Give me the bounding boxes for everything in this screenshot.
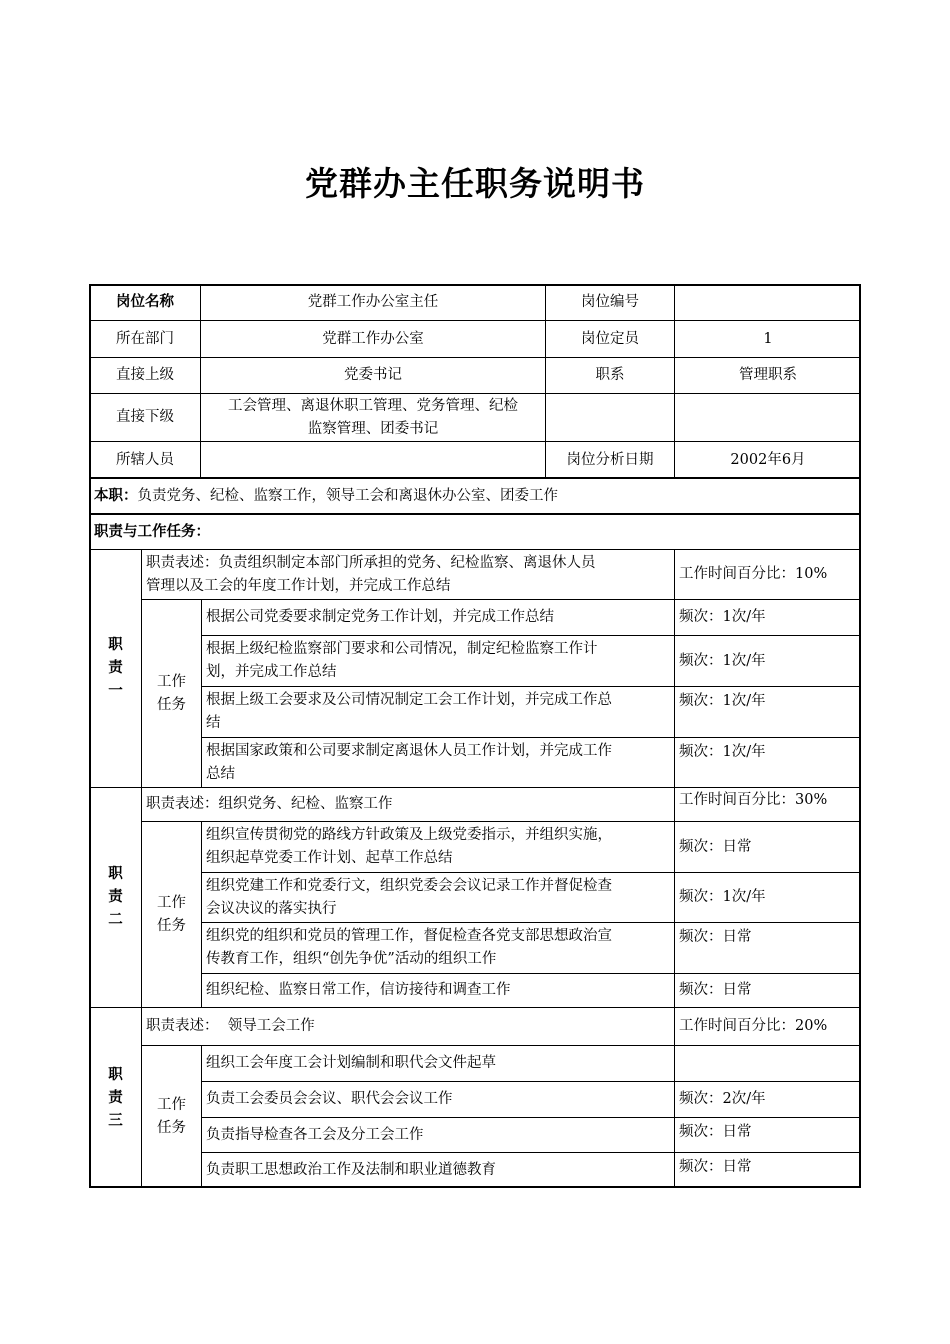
description-line: 职责表述：负责组织制定本部门所承担的党务、纪检监察、离退休人员	[146, 554, 596, 571]
duty-title-char: 责	[108, 660, 123, 676]
duty-3-description: 职责表述： 领导工会工作	[141, 1007, 674, 1045]
task-text: 划，并完成工作总结	[206, 664, 337, 680]
duty-title-char: 责	[108, 889, 123, 905]
duty-2-time-share: 工作时间百分比：30%	[674, 787, 861, 821]
task-text: 结	[206, 715, 221, 731]
task-label-line: 工作	[157, 1097, 186, 1113]
main-duty-label: 本职：	[94, 488, 138, 504]
task-text: 组织起草党委工作计划、起草工作总结	[206, 850, 453, 866]
task-label-line: 任务	[157, 696, 186, 713]
duty-3-time-share: 工作时间百分比：20%	[674, 1007, 861, 1045]
duty-title-char: 三	[108, 1112, 123, 1129]
task-frequency: 频次：1次/年	[674, 686, 861, 737]
analysis-date-label: 岗位分析日期	[545, 441, 674, 478]
task-row	[201, 872, 674, 922]
task-row	[201, 635, 674, 686]
job-family-value: 管理职系	[674, 357, 861, 393]
task-row	[201, 1152, 674, 1188]
task-text: 负责工会委员会会议、职代会会议工作	[206, 1091, 453, 1107]
duty-3-title	[89, 1007, 141, 1188]
department-value: 党群工作办公室	[200, 320, 545, 357]
duty-1-time-share: 工作时间百分比：10%	[674, 549, 861, 599]
task-text: 根据公司党委要求制定党务工作计划，并完成工作总结	[206, 609, 554, 625]
position-name-label: 岗位名称	[89, 284, 200, 320]
staff-label: 所辖人员	[89, 441, 200, 478]
task-text: 根据上级纪检监察部门要求和公司情况，制定纪检监察工作计	[206, 641, 598, 657]
duty-2-task-label	[141, 821, 201, 1007]
superior-value: 党委书记	[200, 357, 545, 393]
task-frequency: 频次：日常	[674, 821, 861, 872]
task-label-line: 任务	[157, 917, 186, 934]
department-label: 所在部门	[89, 320, 200, 357]
task-frequency	[674, 1045, 861, 1081]
job-family-label: 职系	[545, 357, 674, 393]
task-text: 组织工会年度工会计划编制和职代会文件起草	[206, 1055, 496, 1071]
task-frequency: 频次：日常	[674, 922, 861, 973]
duty-2-title	[89, 787, 141, 1007]
task-frequency: 频次：日常	[674, 1152, 861, 1188]
duty-1-title	[89, 549, 141, 787]
position-no-value	[674, 284, 861, 320]
task-frequency: 频次：1次/年	[674, 635, 861, 686]
section-divider	[89, 477, 861, 479]
task-label-line: 工作	[157, 894, 186, 911]
task-row	[201, 1081, 674, 1117]
task-frequency: 频次：1次/年	[674, 737, 861, 787]
headcount-label: 岗位定员	[545, 320, 674, 357]
analysis-date-value: 2002年6月	[674, 441, 861, 478]
position-name-value: 党群工作办公室主任	[200, 284, 545, 320]
section-divider	[89, 513, 861, 515]
duties-header: 职责与工作任务：	[89, 514, 861, 549]
task-text: 组织宣传贯彻党的路线方针政策及上级党委指示，并组织实施，	[206, 827, 612, 843]
task-text: 组织党建工作和党委行文，组织党委会会议记录工作并督促检查	[206, 877, 612, 894]
task-row	[201, 686, 674, 737]
task-row	[201, 737, 674, 787]
duty-title-char: 责	[108, 1089, 123, 1106]
task-row	[201, 1045, 674, 1081]
task-row	[201, 922, 674, 973]
subordinates-label: 直接下级	[89, 393, 200, 441]
task-label-line: 任务	[157, 1120, 186, 1136]
task-label-line: 工作	[157, 673, 186, 690]
main-duty-row	[89, 478, 861, 514]
subordinates-line2: 监察管理、团委书记	[307, 420, 439, 437]
task-frequency: 频次：日常	[674, 1117, 861, 1152]
task-text: 负责指导检查各工会及分工会工作	[206, 1126, 424, 1143]
task-frequency: 频次：1次/年	[674, 872, 861, 922]
empty-cell	[545, 393, 674, 441]
duty-title-char: 一	[108, 683, 123, 699]
page-title: 党群办主任职务说明书	[305, 164, 645, 203]
subordinates-value	[200, 393, 545, 441]
task-row	[201, 1117, 674, 1152]
task-text: 传教育工作，组织“创先争优”活动的组织工作	[206, 951, 497, 967]
task-frequency: 频次：2次/年	[674, 1081, 861, 1117]
task-text: 会议决议的落实执行	[206, 900, 337, 917]
task-frequency: 频次：日常	[674, 973, 861, 1007]
duty-title-char: 职	[108, 1066, 123, 1083]
duty-3-task-label	[141, 1045, 201, 1188]
task-text: 根据国家政策和公司要求制定离退休人员工作计划，并完成工作	[206, 742, 612, 759]
task-row	[201, 599, 674, 635]
task-frequency: 频次：1次/年	[674, 599, 861, 635]
subordinates-line1: 工会管理、离退休职工管理、党务管理、纪检	[228, 397, 518, 414]
duty-2-description: 职责表述：组织党务、纪检、监察工作	[141, 787, 674, 821]
task-text: 负责职工思想政治工作及法制和职业道德教育	[206, 1162, 496, 1178]
empty-cell	[674, 393, 861, 441]
main-duty-text: 负责党务、纪检、监察工作，领导工会和离退休办公室、团委工作	[137, 488, 558, 504]
task-text: 根据上级工会要求及公司情况制定工会工作计划，并完成工作总	[206, 692, 612, 708]
headcount-value: 1	[674, 320, 861, 357]
job-description-table	[89, 284, 861, 1188]
task-text: 组织党的组织和党员的管理工作，督促检查各党支部思想政治宣	[206, 928, 612, 944]
duty-title-char: 职	[108, 637, 123, 653]
staff-value	[200, 441, 545, 478]
duty-1-task-label	[141, 599, 201, 787]
position-no-label: 岗位编号	[545, 284, 674, 320]
task-row	[201, 821, 674, 872]
task-text: 组织纪检、监察日常工作，信访接待和调查工作	[206, 982, 511, 998]
task-row	[201, 973, 674, 1007]
duty-title-char: 二	[108, 912, 123, 928]
superior-label: 直接上级	[89, 357, 200, 393]
description-line: 管理以及工会的年度工作计划，并完成工作总结	[146, 577, 451, 594]
duty-title-char: 职	[108, 866, 123, 882]
task-text: 总结	[206, 765, 235, 782]
duty-1-description	[141, 549, 674, 599]
